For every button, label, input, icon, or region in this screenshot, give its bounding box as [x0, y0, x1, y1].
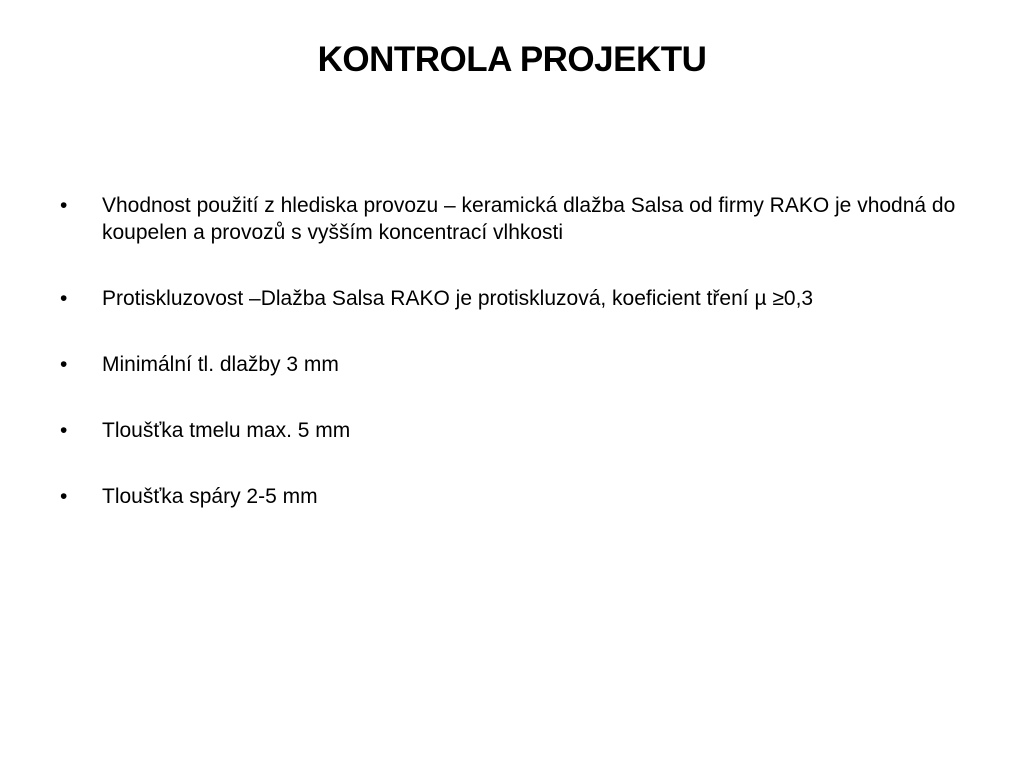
bullet-item [60, 285, 980, 312]
bullet-icon: • [60, 194, 68, 217]
bullet-icon: • [60, 287, 68, 310]
bullet-icon: • [60, 353, 68, 376]
bullet-item [60, 483, 980, 510]
bullet-item [60, 417, 980, 444]
bullet-text: Protiskluzovost –Dlažba Salsa RAKO je protiskluzová, koeficient tření µ ≥0,3 [102, 287, 814, 310]
bullet-text: Tloušťka spáry 2-5 mm [102, 485, 318, 508]
bullet-text: Tloušťka tmelu max. 5 mm [102, 419, 351, 442]
bullet-item [60, 192, 980, 246]
bullet-text: Minimální tl. dlažby 3 mm [102, 353, 339, 376]
bullet-icon: • [60, 419, 68, 442]
bullet-list [60, 192, 980, 549]
bullet-text: Vhodnost použití z hlediska provozu – keramická dlažba Salsa od firmy RAKO je vhodná do koupelen a provozů s vyšším koncentrací vlhkosti [102, 194, 956, 244]
slide-title: KONTROLA PROJEKTU [317, 40, 707, 79]
bullet-item [60, 351, 980, 378]
bullet-icon: • [60, 485, 68, 508]
